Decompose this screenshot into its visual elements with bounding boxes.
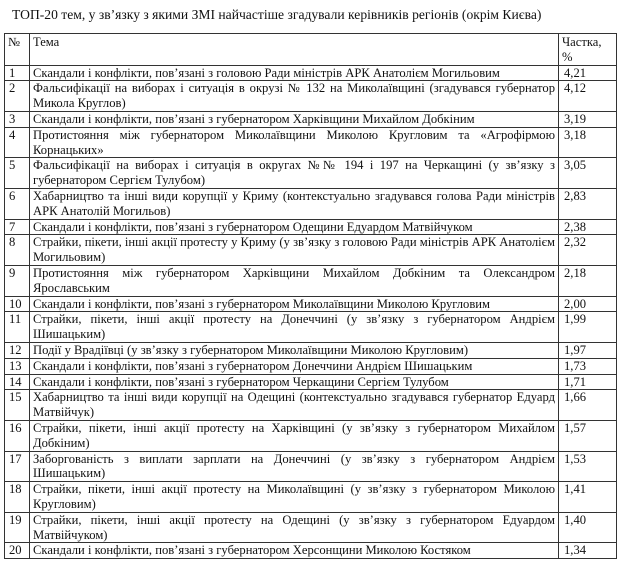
table-row [5, 296, 617, 312]
table-row [5, 358, 617, 374]
table-title: ТОП-20 тем, у зв’язку з якими ЗМІ найчастіше згадували керівників регіонів (окрім Києва) [12, 7, 542, 22]
row-topic-cell: Заборгованість з виплати зарплати на Донеччині (у зв’язку з губернатором Андрієм Шишацьким) [30, 451, 559, 482]
row-number-cell: 6 [5, 188, 30, 219]
row-topic-cell: Протистояння між губернатором Миколаївщини Миколою Кругловим та «Агрофірмою Корнацьких» [30, 127, 559, 158]
table-row [5, 111, 617, 127]
row-share-cell: 3,19 [559, 111, 617, 127]
row-number-cell: 2 [5, 81, 30, 112]
table-row [5, 219, 617, 235]
table-row [5, 65, 617, 81]
row-share-cell: 1,73 [559, 358, 617, 374]
row-share-cell: 1,99 [559, 312, 617, 343]
row-topic-cell: Скандали і конфлікти, пов’язані з губернатором Донеччини Андрієм Шишацьким [30, 358, 559, 374]
row-number-cell: 5 [5, 158, 30, 189]
row-share-cell: 1,57 [559, 420, 617, 451]
row-topic-cell: Страйки, пікети, інші акції протесту на Донеччині (у зв’язку з губернатором Андрієм Шишацьким) [30, 312, 559, 343]
row-number-cell: 3 [5, 111, 30, 127]
row-topic-cell: Скандали і конфлікти, пов’язані з головою Ради міністрів АРК Анатолієм Могильовим [30, 65, 559, 81]
row-share-cell: 2,38 [559, 219, 617, 235]
row-number-cell: 11 [5, 312, 30, 343]
row-number-cell: 13 [5, 358, 30, 374]
table-row [5, 543, 617, 559]
row-share-cell: 1,53 [559, 451, 617, 482]
table-row [5, 390, 617, 421]
header-share: Частка, % [559, 34, 617, 66]
row-share-cell: 2,32 [559, 235, 617, 266]
table-row [5, 265, 617, 296]
table-row [5, 81, 617, 112]
row-number-cell: 8 [5, 235, 30, 266]
row-share-cell: 2,83 [559, 188, 617, 219]
row-number-cell: 14 [5, 374, 30, 390]
row-share-cell: 4,12 [559, 81, 617, 112]
row-topic-cell: Страйки, пікети, інші акції протесту у Криму (у зв’язку з головою Ради міністрів АРК Анатолієм Могильовим) [30, 235, 559, 266]
row-number-cell: 15 [5, 390, 30, 421]
row-number-cell: 7 [5, 219, 30, 235]
row-share-cell: 3,18 [559, 127, 617, 158]
row-share-cell: 4,21 [559, 65, 617, 81]
row-share-cell: 2,00 [559, 296, 617, 312]
table-row [5, 482, 617, 513]
row-share-cell: 3,05 [559, 158, 617, 189]
row-share-cell: 1,41 [559, 482, 617, 513]
row-share-cell: 1,40 [559, 512, 617, 543]
table-row [5, 512, 617, 543]
row-number-cell: 18 [5, 482, 30, 513]
row-topic-cell: Страйки, пікети, інші акції протесту на Одещині (у зв’язку з губернатором Едуардом Матвійчуком) [30, 512, 559, 543]
row-topic-cell: Протистояння між губернатором Харківщини Михайлом Добкіним та Олександром Ярославським [30, 265, 559, 296]
row-topic-cell: Скандали і конфлікти, пов’язані з губернатором Херсонщини Миколою Костяком [30, 543, 559, 559]
row-share-cell: 1,66 [559, 390, 617, 421]
row-share-cell: 1,71 [559, 374, 617, 390]
header-topic: Тема [30, 34, 559, 66]
header-num: № [5, 34, 30, 66]
row-number-cell: 12 [5, 342, 30, 358]
row-number-cell: 20 [5, 543, 30, 559]
row-number-cell: 1 [5, 65, 30, 81]
table-row [5, 374, 617, 390]
row-share-cell: 1,34 [559, 543, 617, 559]
table-row [5, 451, 617, 482]
table-row [5, 235, 617, 266]
row-topic-cell: Страйки, пікети, інші акції протесту на Харківщині (у зв’язку з губернатором Михайлом Добкіним) [30, 420, 559, 451]
row-topic-cell: Хабарництво та інші види корупції на Одещині (контекстуально згадувався губернатор Едуард Матвійчук) [30, 390, 559, 421]
row-number-cell: 16 [5, 420, 30, 451]
table-row [5, 127, 617, 158]
row-topic-cell: Скандали і конфлікти, пов’язані з губернатором Одещини Едуардом Матвійчуком [30, 219, 559, 235]
table-row [5, 188, 617, 219]
topics-table [4, 33, 617, 559]
row-topic-cell: Події у Врадіївці (у зв’язку з губернатором Миколаївщини Миколою Кругловим) [30, 342, 559, 358]
row-topic-cell: Скандали і конфлікти, пов’язані з губернатором Черкащини Сергієм Тулубом [30, 374, 559, 390]
row-number-cell: 9 [5, 265, 30, 296]
table-row [5, 312, 617, 343]
row-number-cell: 4 [5, 127, 30, 158]
row-topic-cell: Страйки, пікети, інші акції протесту на Миколаївщині (у зв’язку з губернатором Миколою Кругловим) [30, 482, 559, 513]
row-topic-cell: Скандали і конфлікти, пов’язані з губернатором Харківщини Михайлом Добкіним [30, 111, 559, 127]
row-topic-cell: Скандали і конфлікти, пов’язані з губернатором Миколаївщини Миколою Кругловим [30, 296, 559, 312]
table-row [5, 420, 617, 451]
row-topic-cell: Фальсифікації на виборах і ситуація в окрузі № 132 на Миколаївщині (згадувався губернатор Микола Круглов) [30, 81, 559, 112]
row-number-cell: 17 [5, 451, 30, 482]
table-row [5, 342, 617, 358]
row-topic-cell: Хабарництво та інші види корупції у Криму (контекстуально згадувався голова Ради міністрів АРК Анатолій Могильов) [30, 188, 559, 219]
table-header-row [5, 34, 617, 66]
row-share-cell: 2,18 [559, 265, 617, 296]
row-share-cell: 1,97 [559, 342, 617, 358]
row-topic-cell: Фальсифікації на виборах і ситуація в округах №№ 194 і 197 на Черкащині (у зв’язку з губернатором Сергієм Тулубом) [30, 158, 559, 189]
row-number-cell: 19 [5, 512, 30, 543]
row-number-cell: 10 [5, 296, 30, 312]
table-row [5, 158, 617, 189]
